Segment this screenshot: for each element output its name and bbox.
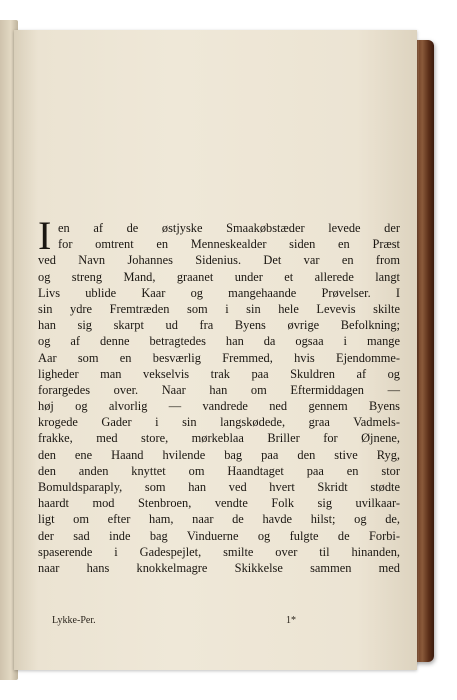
signature-mark: Lykke-Per. xyxy=(52,615,96,626)
drop-cap: I xyxy=(38,213,52,258)
text-line: høj og alvorlig — vandrede ned gennem Byens xyxy=(38,399,400,414)
text-line: sin ydre Fremtræden som i sin hele Levevis skilte xyxy=(38,301,400,316)
text-line: Bomuldsparaply, som han ved hvert Skridt stødte xyxy=(38,480,400,494)
text-line: ligt om efter ham, naar de havde hilst; og de, xyxy=(38,512,400,527)
text-line: for omtrent en Menneskealder siden en Præst xyxy=(58,237,400,252)
text-line: forargedes over. Naar han om Eftermiddagen — xyxy=(38,382,400,397)
text-line: krogede Gader i sin langskødede, graa Vadmels- xyxy=(38,415,400,430)
text-line: der sad inde bag Vinduerne og fulgte de Forbi- xyxy=(38,528,400,543)
text-line: og af denne betragtedes han da ogsaa i mange xyxy=(38,334,400,349)
text-line: ligheder man vekselvis trak paa Skuldren af og xyxy=(38,366,400,381)
text-line: en af de østjyske Smaakøbstæder levede der xyxy=(58,221,400,235)
text-line: den anden knyttet om Haandtaget paa en stor xyxy=(38,463,400,478)
text-line: og streng Mand, graanet under et allerede langt xyxy=(38,269,400,284)
text-line: den ene Haand hvilende bag paa den stive Ryg, xyxy=(38,447,400,462)
text-line: Aar som en besværlig Fremmed, hvis Ejendomme- xyxy=(38,350,400,365)
text-line: han sig skarpt ud fra Byens øvrige Befolkning; xyxy=(38,318,400,333)
text-line: spaserende i Gadespejlet, smilte over til hinanden, xyxy=(38,544,400,559)
text-line: frakke, med store, mørkeblaa Briller for Øjnene, xyxy=(38,431,400,446)
book-page xyxy=(14,30,417,670)
text-line: naar hans knokkelmagre Skikkelse sammen med xyxy=(38,560,400,575)
text-line: ved Navn Johannes Sidenius. Det var en from xyxy=(38,253,400,268)
sheet-number: 1* xyxy=(286,615,296,626)
text-line: Livs ublide Kaar og mangehaande Prøvelser. I xyxy=(38,285,400,300)
body-text xyxy=(38,213,400,576)
text-line: haardt mod Stenbroen, vendte Folk sig uvilkaar- xyxy=(38,496,400,511)
